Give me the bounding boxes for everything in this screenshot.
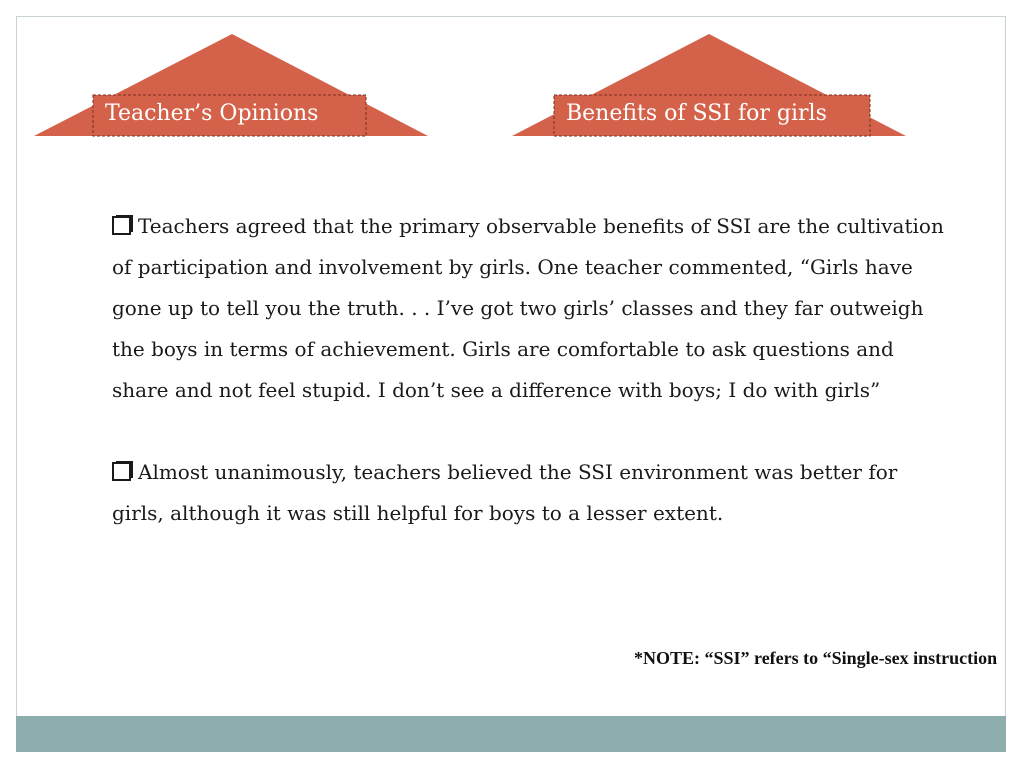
header-benefits-ssi	[512, 32, 906, 138]
bullet-text-2: Almost unanimously, teachers believed the SSI environment was better for girls, although it was still helpful for boys to a lesser extent.	[112, 460, 898, 525]
bullet-text-1: Teachers agreed that the primary observable benefits of SSI are the cultivation of participation and involvement by girls. One teacher commented, “Girls have gone up to tell you the truth. . . I’ve got two girls’ classes and they far outweigh the boys in terms of achievement. Girls are comfortable to ask questions and share and not feel stupid. I don’t see a difference with boys; I do with girls”	[112, 214, 944, 402]
footnote: *NOTE: “SSI” refers to “Single-sex instruction	[634, 648, 998, 668]
bullet-item-1	[112, 206, 952, 411]
header-teachers-opinions	[34, 32, 428, 138]
bullet-item-2	[112, 452, 952, 534]
header-label-right: Benefits of SSI for girls	[566, 101, 827, 126]
checkbox-bullet-icon	[112, 460, 136, 482]
header-label-left: Teacher’s Opinions	[105, 101, 319, 126]
footer-bar	[16, 716, 1006, 752]
checkbox-bullet-icon	[112, 214, 136, 236]
body-content	[112, 206, 952, 575]
